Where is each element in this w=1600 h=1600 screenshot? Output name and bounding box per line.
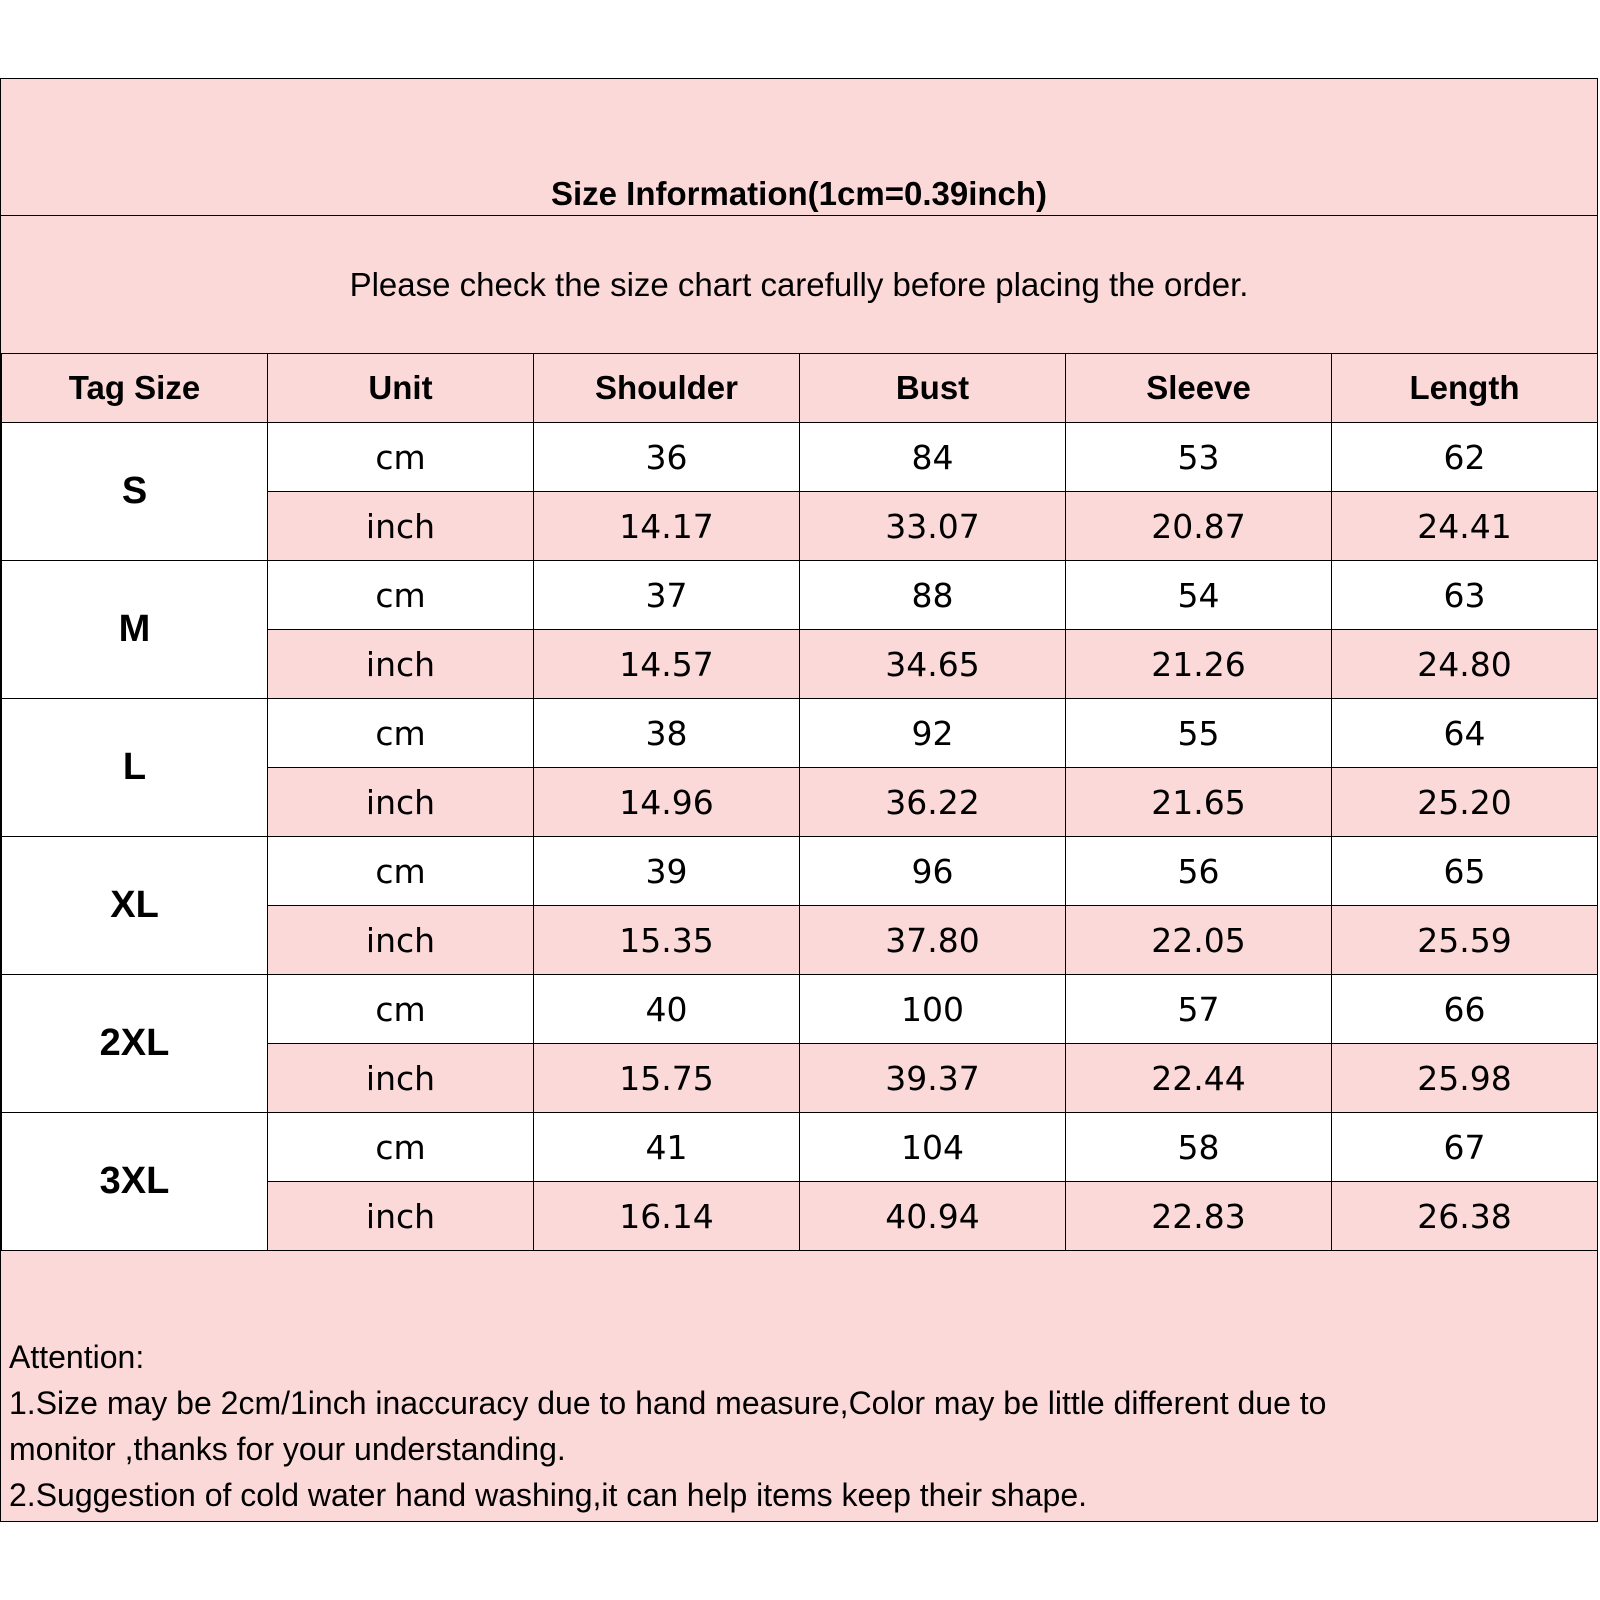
shoulder-cm-cell: 36 bbox=[534, 423, 800, 492]
length-inch-cell: 25.20 bbox=[1332, 768, 1598, 837]
notice-row bbox=[1, 216, 1597, 354]
attention-line: monitor ,thanks for your understanding. bbox=[9, 1431, 566, 1467]
shoulder-cm-cell: 38 bbox=[534, 699, 800, 768]
size-table bbox=[1, 354, 1598, 1251]
size-chart bbox=[0, 78, 1598, 1522]
bust-cm-cell: 84 bbox=[800, 423, 1066, 492]
title-row bbox=[1, 79, 1597, 216]
tag-size-cell: M bbox=[2, 561, 268, 699]
length-cm-cell: 64 bbox=[1332, 699, 1598, 768]
unit-cell: cm bbox=[268, 837, 534, 906]
header-sleeve: Sleeve bbox=[1066, 354, 1332, 423]
notice-text: Please check the size chart carefully before placing the order. bbox=[349, 265, 1249, 303]
bust-inch-cell: 40.94 bbox=[800, 1182, 1066, 1251]
sleeve-inch-cell: 20.87 bbox=[1066, 492, 1332, 561]
unit-cell: cm bbox=[268, 561, 534, 630]
unit-cell: inch bbox=[268, 1044, 534, 1113]
shoulder-inch-cell: 15.75 bbox=[534, 1044, 800, 1113]
shoulder-inch-cell: 16.14 bbox=[534, 1182, 800, 1251]
length-cm-cell: 65 bbox=[1332, 837, 1598, 906]
table-row bbox=[2, 561, 1598, 630]
header-length: Length bbox=[1332, 354, 1598, 423]
attention-notes bbox=[9, 1334, 1589, 1518]
attention-heading: Attention: bbox=[9, 1339, 145, 1375]
sleeve-cm-cell: 56 bbox=[1066, 837, 1332, 906]
unit-cell: cm bbox=[268, 423, 534, 492]
bust-cm-cell: 92 bbox=[800, 699, 1066, 768]
sleeve-cm-cell: 54 bbox=[1066, 561, 1332, 630]
length-cm-cell: 67 bbox=[1332, 1113, 1598, 1182]
tag-size-cell: 3XL bbox=[2, 1113, 268, 1251]
length-inch-cell: 25.59 bbox=[1332, 906, 1598, 975]
tag-size-cell: 2XL bbox=[2, 975, 268, 1113]
shoulder-cm-cell: 37 bbox=[534, 561, 800, 630]
shoulder-cm-cell: 39 bbox=[534, 837, 800, 906]
attention-line: 2.Suggestion of cold water hand washing,it can help items keep their shape. bbox=[9, 1477, 1087, 1513]
length-cm-cell: 66 bbox=[1332, 975, 1598, 1044]
unit-cell: inch bbox=[268, 630, 534, 699]
shoulder-inch-cell: 14.17 bbox=[534, 492, 800, 561]
length-cm-cell: 63 bbox=[1332, 561, 1598, 630]
bust-inch-cell: 33.07 bbox=[800, 492, 1066, 561]
bust-inch-cell: 39.37 bbox=[800, 1044, 1066, 1113]
unit-cell: inch bbox=[268, 906, 534, 975]
bust-inch-cell: 36.22 bbox=[800, 768, 1066, 837]
shoulder-cm-cell: 41 bbox=[534, 1113, 800, 1182]
unit-cell: inch bbox=[268, 492, 534, 561]
sleeve-inch-cell: 22.05 bbox=[1066, 906, 1332, 975]
shoulder-cm-cell: 40 bbox=[534, 975, 800, 1044]
table-row bbox=[2, 1113, 1598, 1182]
sleeve-cm-cell: 58 bbox=[1066, 1113, 1332, 1182]
sleeve-cm-cell: 55 bbox=[1066, 699, 1332, 768]
sleeve-inch-cell: 22.83 bbox=[1066, 1182, 1332, 1251]
length-inch-cell: 24.41 bbox=[1332, 492, 1598, 561]
header-row bbox=[2, 354, 1598, 423]
tag-size-cell: XL bbox=[2, 837, 268, 975]
table-row bbox=[2, 837, 1598, 906]
shoulder-inch-cell: 15.35 bbox=[534, 906, 800, 975]
unit-cell: cm bbox=[268, 975, 534, 1044]
unit-cell: cm bbox=[268, 699, 534, 768]
table-row bbox=[2, 975, 1598, 1044]
tag-size-cell: L bbox=[2, 699, 268, 837]
sleeve-inch-cell: 22.44 bbox=[1066, 1044, 1332, 1113]
header-tag-size: Tag Size bbox=[2, 354, 268, 423]
size-info-title: Size Information(1cm=0.39inch) bbox=[550, 175, 1048, 212]
header-bust: Bust bbox=[800, 354, 1066, 423]
unit-cell: cm bbox=[268, 1113, 534, 1182]
length-inch-cell: 26.38 bbox=[1332, 1182, 1598, 1251]
sleeve-cm-cell: 53 bbox=[1066, 423, 1332, 492]
bust-inch-cell: 34.65 bbox=[800, 630, 1066, 699]
bust-cm-cell: 96 bbox=[800, 837, 1066, 906]
shoulder-inch-cell: 14.96 bbox=[534, 768, 800, 837]
unit-cell: inch bbox=[268, 1182, 534, 1251]
table-row bbox=[2, 699, 1598, 768]
bust-inch-cell: 37.80 bbox=[800, 906, 1066, 975]
attention-line: 1.Size may be 2cm/1inch inaccuracy due to hand measure,Color may be little different due to bbox=[9, 1385, 1327, 1421]
table-row bbox=[2, 423, 1598, 492]
bust-cm-cell: 100 bbox=[800, 975, 1066, 1044]
bust-cm-cell: 88 bbox=[800, 561, 1066, 630]
length-cm-cell: 62 bbox=[1332, 423, 1598, 492]
bust-cm-cell: 104 bbox=[800, 1113, 1066, 1182]
sleeve-inch-cell: 21.65 bbox=[1066, 768, 1332, 837]
length-inch-cell: 24.80 bbox=[1332, 630, 1598, 699]
header-shoulder: Shoulder bbox=[534, 354, 800, 423]
sleeve-inch-cell: 21.26 bbox=[1066, 630, 1332, 699]
length-inch-cell: 25.98 bbox=[1332, 1044, 1598, 1113]
unit-cell: inch bbox=[268, 768, 534, 837]
tag-size-cell: S bbox=[2, 423, 268, 561]
sleeve-cm-cell: 57 bbox=[1066, 975, 1332, 1044]
header-unit: Unit bbox=[268, 354, 534, 423]
shoulder-inch-cell: 14.57 bbox=[534, 630, 800, 699]
